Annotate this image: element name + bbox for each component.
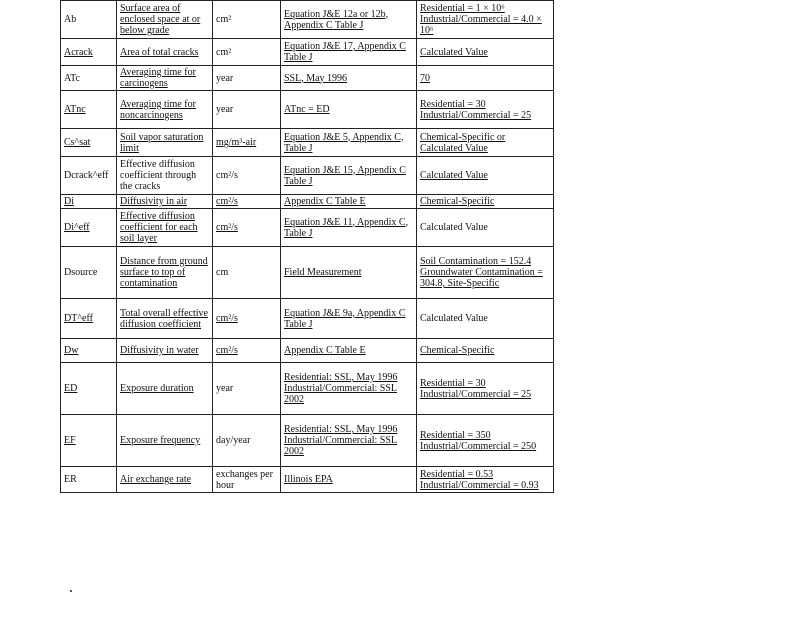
- source-cell: Equation J&E 12a or 12b, Appendix C Table J: [281, 1, 417, 39]
- table-row: [61, 339, 554, 363]
- stray-mark: [70, 590, 72, 592]
- value-cell: Residential = 0.53 Industrial/Commercial = 0.93: [417, 467, 554, 493]
- value-cell: Calculated Value: [417, 39, 554, 66]
- table-row: [61, 299, 554, 339]
- source-cell: Equation J&E 17, Appendix C Table J: [281, 39, 417, 66]
- source-cell: Illinois EPA: [281, 467, 417, 493]
- units-cell: cm²/s: [213, 157, 281, 195]
- value-cell: Residential = 1 × 10⁶ Industrial/Commercial = 4.0 × 10⁶: [417, 1, 554, 39]
- value-cell: Residential = 350 Industrial/Commercial = 250: [417, 415, 554, 467]
- value-cell: Chemical-Specific: [417, 195, 554, 209]
- units-cell: cm²: [213, 39, 281, 66]
- definition-cell: Diffusivity in water: [117, 339, 213, 363]
- definition-cell: Exposure duration: [117, 363, 213, 415]
- value-cell: Chemical-Specific: [417, 339, 554, 363]
- definition-cell: Total overall effective diffusion coefficient: [117, 299, 213, 339]
- units-cell: year: [213, 363, 281, 415]
- value-cell: Calculated Value: [417, 157, 554, 195]
- value-cell: Soil Contamination = 152.4 Groundwater Contamination = 304.8, Site-Specific: [417, 247, 554, 299]
- definition-cell: Averaging time for noncarcinogens: [117, 91, 213, 129]
- units-cell: cm²/s: [213, 339, 281, 363]
- symbol-cell: Acrack: [61, 39, 117, 66]
- symbol-cell: Dcrack^eff: [61, 157, 117, 195]
- source-cell: Equation J&E 5, Appendix C, Table J: [281, 129, 417, 157]
- symbol-cell: DT^eff: [61, 299, 117, 339]
- source-cell: Equation J&E 15, Appendix C Table J: [281, 157, 417, 195]
- definition-cell: Effective diffusion coefficient through the cracks: [117, 157, 213, 195]
- definition-cell: Distance from ground surface to top of contamination: [117, 247, 213, 299]
- source-cell: Equation J&E 9a, Appendix C Table J: [281, 299, 417, 339]
- value-cell: Calculated Value: [417, 299, 554, 339]
- value-cell: Residential = 30 Industrial/Commercial = 25: [417, 363, 554, 415]
- source-cell: Field Measurement: [281, 247, 417, 299]
- units-cell: year: [213, 66, 281, 91]
- table-row: [61, 129, 554, 157]
- units-cell: cm: [213, 247, 281, 299]
- symbol-cell: EF: [61, 415, 117, 467]
- source-cell: Residential: SSL, May 1996 Industrial/Commercial: SSL 2002: [281, 363, 417, 415]
- value-cell: Residential = 30 Industrial/Commercial = 25: [417, 91, 554, 129]
- symbol-cell: Cs^sat: [61, 129, 117, 157]
- units-cell: mg/m³-air: [213, 129, 281, 157]
- definition-cell: Surface area of enclosed space at or below grade: [117, 1, 213, 39]
- symbol-cell: ATnc: [61, 91, 117, 129]
- symbol-cell: ED: [61, 363, 117, 415]
- definition-cell: Diffusivity in air: [117, 195, 213, 209]
- units-cell: cm²/s: [213, 195, 281, 209]
- table-row: [61, 467, 554, 493]
- table-row: [61, 209, 554, 247]
- table-row: [61, 247, 554, 299]
- table-row: [61, 66, 554, 91]
- units-cell: year: [213, 91, 281, 129]
- source-cell: Appendix C Table E: [281, 339, 417, 363]
- source-cell: Residential: SSL, May 1996 Industrial/Commercial: SSL 2002: [281, 415, 417, 467]
- table-row: [61, 415, 554, 467]
- definition-cell: Air exchange rate: [117, 467, 213, 493]
- units-cell: exchanges per hour: [213, 467, 281, 493]
- source-cell: Equation J&E 11, Appendix C, Table J: [281, 209, 417, 247]
- table-row: [61, 39, 554, 66]
- symbol-cell: ATc: [61, 66, 117, 91]
- value-cell: Calculated Value: [417, 209, 554, 247]
- symbol-cell: Dw: [61, 339, 117, 363]
- symbol-cell: Di^eff: [61, 209, 117, 247]
- parameter-table: [60, 0, 554, 493]
- value-cell: Chemical-Specific or Calculated Value: [417, 129, 554, 157]
- value-cell: 70: [417, 66, 554, 91]
- table-row: [61, 195, 554, 209]
- symbol-cell: Dsource: [61, 247, 117, 299]
- definition-cell: Averaging time for carcinogens: [117, 66, 213, 91]
- source-cell: Appendix C Table E: [281, 195, 417, 209]
- units-cell: cm²/s: [213, 299, 281, 339]
- units-cell: cm²: [213, 1, 281, 39]
- symbol-cell: Ab: [61, 1, 117, 39]
- definition-cell: Effective diffusion coefficient for each soil layer: [117, 209, 213, 247]
- table-row: [61, 91, 554, 129]
- table-row: [61, 157, 554, 195]
- units-cell: day/year: [213, 415, 281, 467]
- symbol-cell: ER: [61, 467, 117, 493]
- source-cell: SSL, May 1996: [281, 66, 417, 91]
- symbol-cell: Di: [61, 195, 117, 209]
- definition-cell: Exposure frequency: [117, 415, 213, 467]
- definition-cell: Area of total cracks: [117, 39, 213, 66]
- definition-cell: Soil vapor saturation limit: [117, 129, 213, 157]
- source-cell: ATnc = ED: [281, 91, 417, 129]
- units-cell: cm²/s: [213, 209, 281, 247]
- table-row: [61, 1, 554, 39]
- table-row: [61, 363, 554, 415]
